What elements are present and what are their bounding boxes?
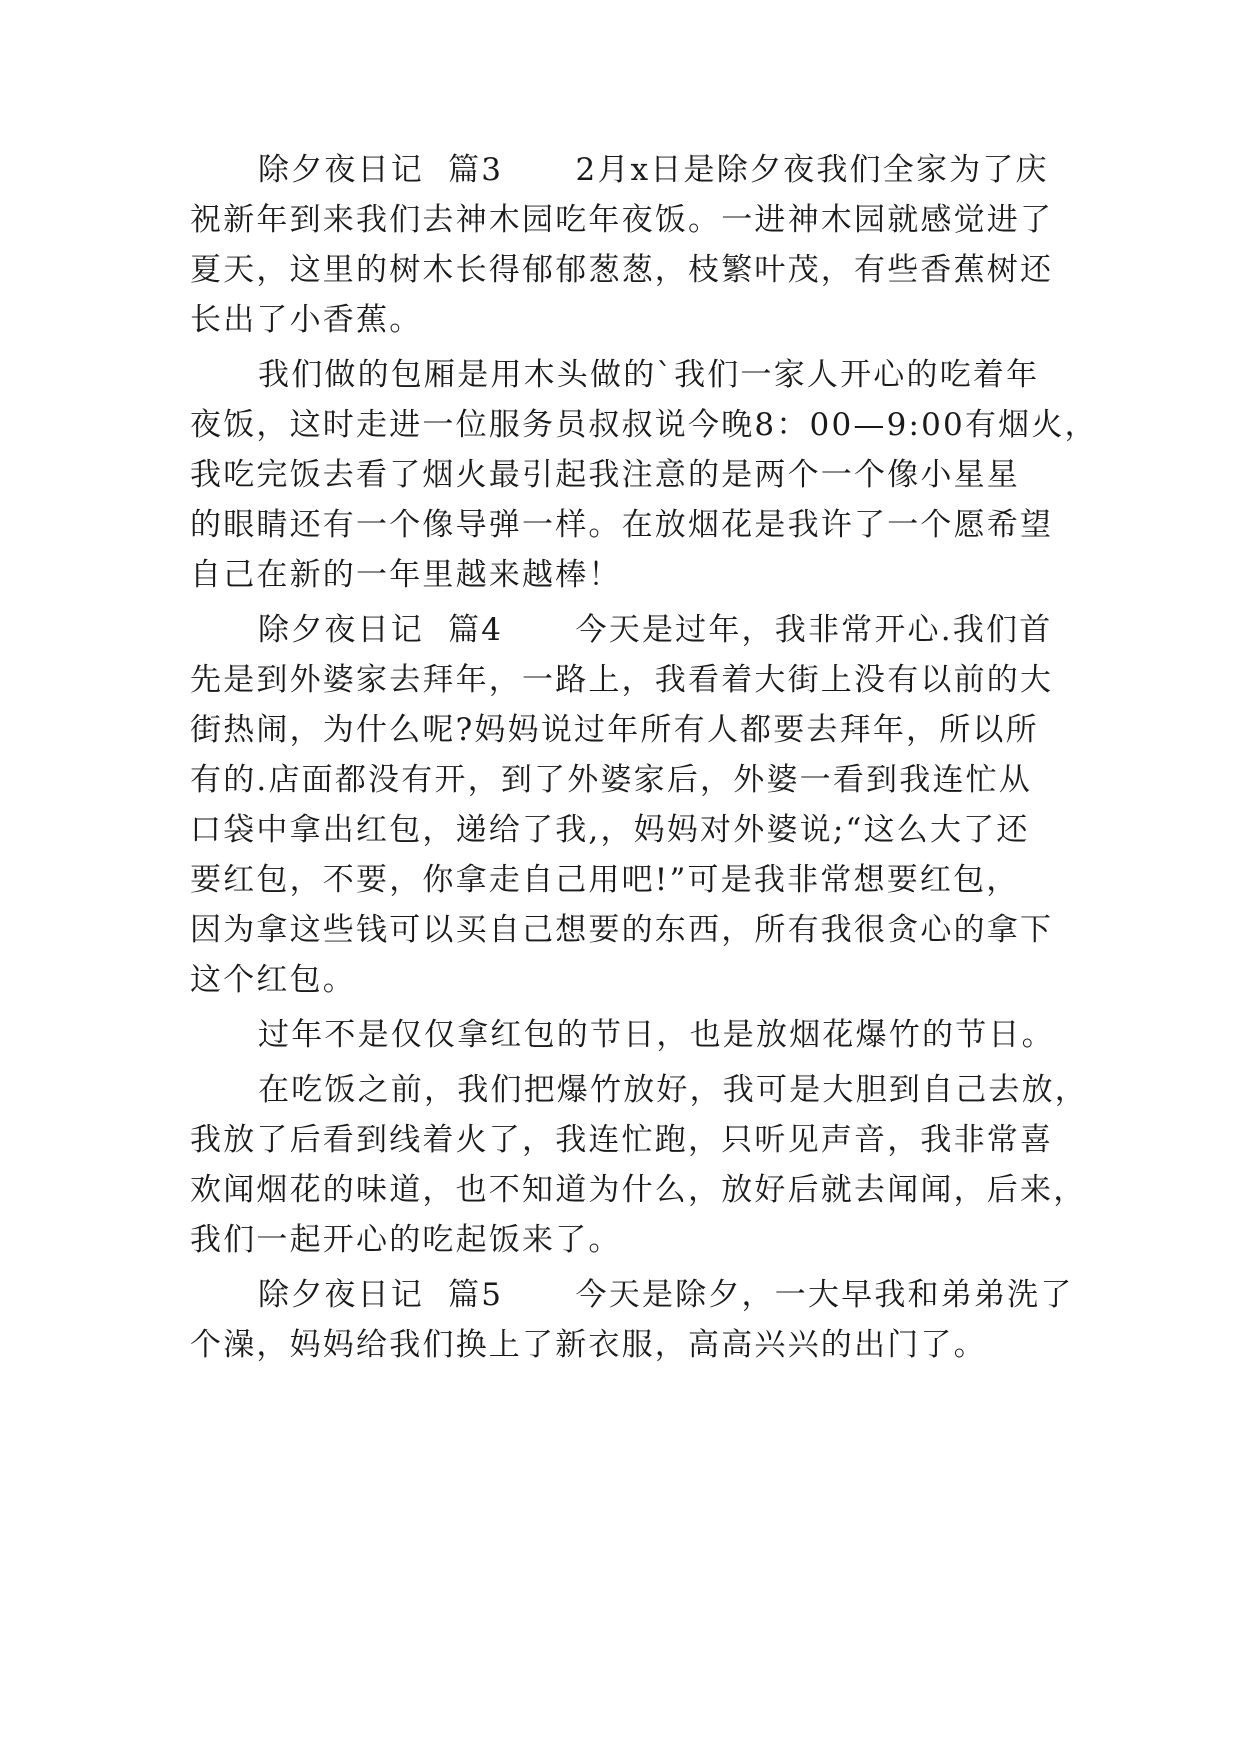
text-line: 我们一起开心的吃起饭来了。 [190, 1222, 622, 1258]
text-line: 口袋中拿出红包，递给了我,，妈妈对外婆说;“这么大了还 [190, 812, 1030, 848]
text-line: 我吃完饭去看了烟火最引起我注意的是两个一个像小星星 [190, 457, 1020, 493]
text-line: 长出了小香蕉。 [190, 302, 423, 338]
text-line: 欢闻烟花的味道，也不知道为什么，放好后就去闻闻，后来， [190, 1172, 1087, 1208]
text-line: 除夕夜日记 篇3 2月x日是除夕夜我们全家为了庆 [258, 152, 1049, 188]
text-line: 夏天，这里的树木长得郁郁葱葱，枝繁叶茂，有些香蕉树还 [190, 252, 1054, 288]
text-line: 个澡，妈妈给我们换上了新衣服，高高兴兴的出门了。 [190, 1327, 987, 1363]
text-line: 自己在新的一年里越来越棒！ [190, 557, 622, 593]
text-line: 要红包，不要，你拿走自己用吧!”可是我非常想要红包， [190, 862, 1020, 898]
text-line: 除夕夜日记 篇5 今天是除夕，一大早我和弟弟洗了 [258, 1277, 1074, 1313]
text-line: 除夕夜日记 篇4 今天是过年，我非常开心.我们首 [258, 612, 1053, 648]
text-line: 过年不是仅仅拿红包的节日，也是放烟花爆竹的节日。 [258, 1017, 1055, 1053]
text-line: 因为拿这些钱可以买自己想要的东西，所有我很贪心的拿下 [190, 912, 1054, 948]
text-line: 先是到外婆家去拜年，一路上，我看着大街上没有以前的大 [190, 662, 1054, 698]
text-line: 的眼睛还有一个像导弹一样。在放烟花是我许了一个愿希望 [190, 507, 1054, 543]
text-line: 有的.店面都没有开，到了外婆家后，外婆一看到我连忙从 [190, 762, 1033, 798]
text-line: 夜饭，这时走进一位服务员叔叔说今晚8：00—9:00有烟火， [190, 407, 1098, 443]
text-line: 祝新年到来我们去神木园吃年夜饭。一进神木园就感觉进了 [190, 202, 1054, 238]
text-line: 我们做的包厢是用木头做的`我们一家人开心的吃着年 [258, 357, 1040, 393]
text-line: 街热闹，为什么呢?妈妈说过年所有人都要去拜年，所以所 [190, 712, 1039, 748]
text-line: 这个红包。 [190, 962, 356, 998]
text-line: 我放了后看到线着火了，我连忙跑，只听见声音，我非常喜 [190, 1122, 1054, 1158]
text-line: 在吃饭之前，我们把爆竹放好，我可是大胆到自己去放， [258, 1072, 1088, 1108]
